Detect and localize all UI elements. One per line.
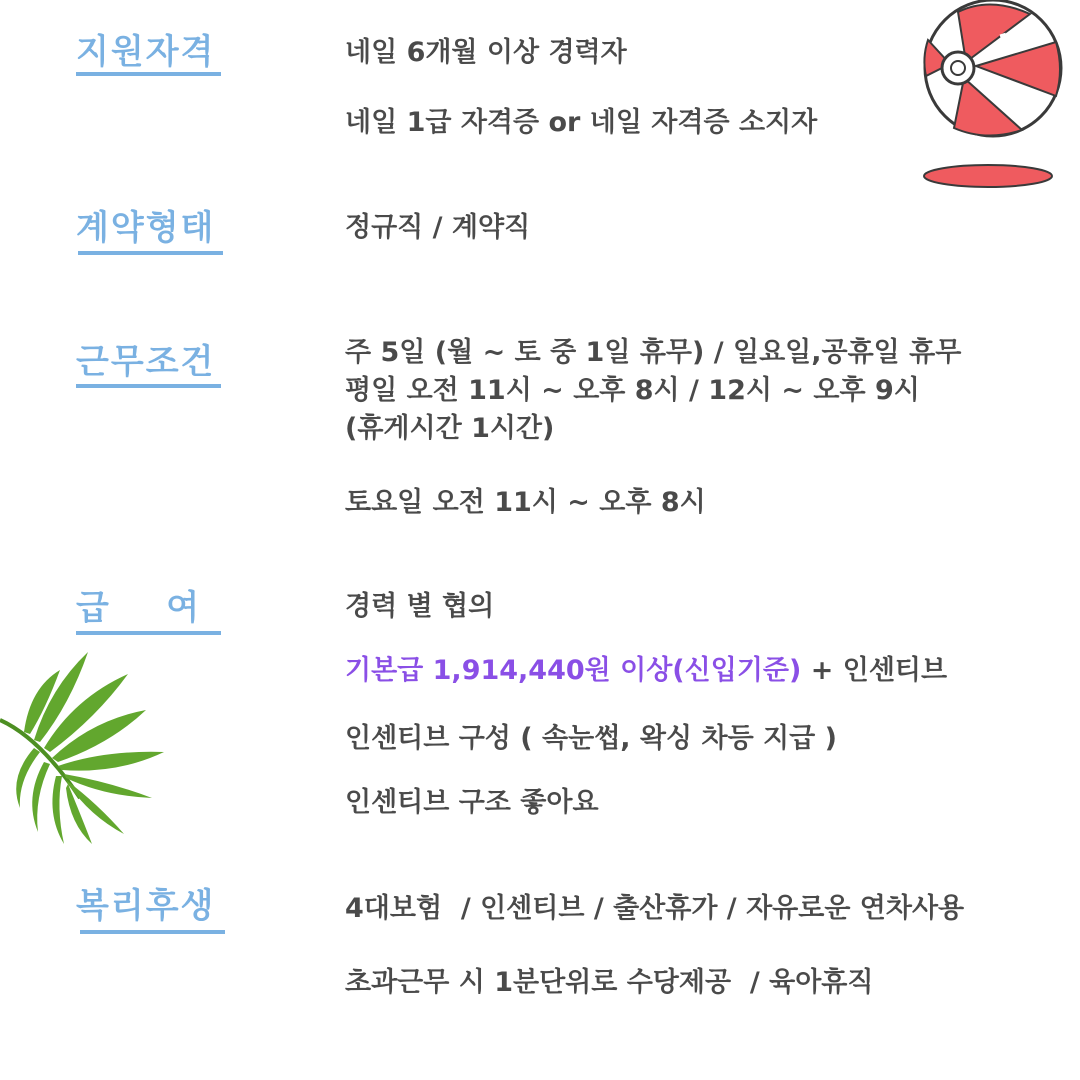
label-contract: 계약형태 <box>76 208 216 248</box>
salary-line-2: 인센티브 구성 ( 속눈썹, 왁싱 차등 지급 ) <box>345 723 837 754</box>
salary-base-line <box>345 648 947 687</box>
contract-line-1: 정규직 / 계약직 <box>345 212 531 243</box>
underline-salary <box>76 631 221 635</box>
salary-base-highlight: 기본급 1,914,440원 이상(신입기준) <box>345 655 802 686</box>
label-salary: 급 여 <box>76 588 202 628</box>
underline-benefits <box>80 930 225 934</box>
beach-ball-icon <box>900 0 1070 200</box>
conditions-line-1: 주 5일 (월 ~ 토 중 1일 휴무) / 일요일,공휴일 휴무 <box>345 337 962 368</box>
qualification-line-2: 네일 1급 자격증 or 네일 자격증 소지자 <box>345 107 818 138</box>
conditions-line-4: 토요일 오전 11시 ~ 오후 8시 <box>345 487 706 518</box>
benefits-line-1: 4대보험 / 인센티브 / 출산휴가 / 자유로운 연차사용 <box>345 893 965 924</box>
label-conditions: 근무조건 <box>76 342 216 382</box>
conditions-line-2: 평일 오전 11시 ~ 오후 8시 / 12시 ~ 오후 9시 <box>345 375 920 406</box>
salary-base-rest: + 인센티브 <box>801 655 948 686</box>
salary-line-3: 인센티브 구조 좋아요 <box>345 787 599 818</box>
benefits-line-2: 초과근무 시 1분단위로 수당제공 / 육아휴직 <box>345 967 874 998</box>
underline-qualification <box>76 72 221 76</box>
qualification-line-1: 네일 6개월 이상 경력자 <box>345 37 627 68</box>
underline-conditions <box>76 384 221 388</box>
palm-leaf-icon <box>0 648 175 848</box>
conditions-line-3: (휴게시간 1시간) <box>345 413 555 444</box>
salary-line-1: 경력 별 협의 <box>345 591 495 622</box>
label-qualification: 지원자격 <box>76 32 216 72</box>
underline-contract <box>78 251 223 255</box>
label-benefits: 복리후생 <box>76 886 216 926</box>
